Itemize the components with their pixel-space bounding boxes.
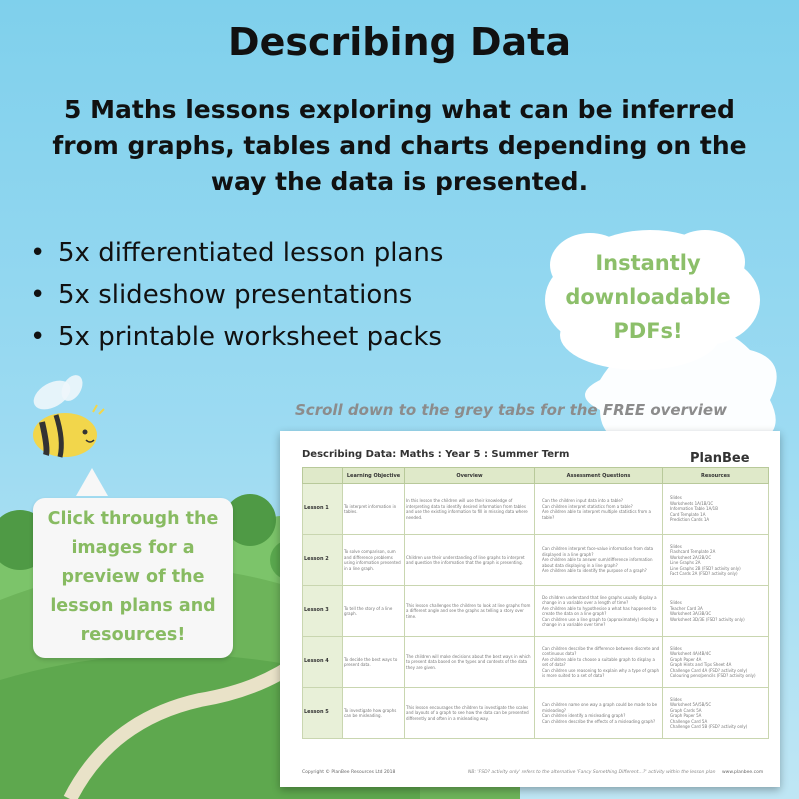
- doc-website: www.planbee.com: [722, 770, 764, 775]
- lesson-overview-document[interactable]: [280, 431, 780, 787]
- lesson-table: [302, 467, 769, 739]
- bee-icon: [29, 371, 104, 457]
- header-cell: Learning Objective: [343, 468, 405, 484]
- overview-cell: In this lesson the children will use their knowledge of interpreting data to identify desired information from tables and use the existing information to fill in missing data where needed.: [405, 484, 535, 535]
- overview-cell: This lesson challenges the children to look at line graphs from a different angle and see the graphs as telling a story over time.: [405, 586, 535, 637]
- doc-title: Describing Data: Maths : Year 5 : Summer Term: [302, 449, 570, 460]
- scroll-note: Scroll down to the grey tabs for the FREE overview: [295, 401, 727, 419]
- table-row: [303, 586, 769, 637]
- resources-cell: • Slides • Worksheet 4A/4B/4C • Graph Paper 4A • Graph Hints and Tips Sheet 4A • Challenge Card 4A (FSD? activity only) • Colouring pens/pencils (FSD? activity only): [663, 637, 769, 688]
- questions-cell: • Can children interpret face-value information from data displayed in a line graph? • Are children able to answer sum/difference information about data displaying in a line graph? • Are children able to identify the purpose of a graph?: [535, 535, 663, 586]
- table-row: [303, 688, 769, 739]
- objective-cell: To solve comparison, sum and difference problems using information presented in a line graph.: [343, 535, 405, 586]
- questions-cell: • Can children name one way a graph could be made to be misleading? • Can children identify a misleading graph? • Can children describe the effects of a misleading graph?: [535, 688, 663, 739]
- doc-footnote: NB: 'FSD? activity only' refers to the alternative 'Fancy Something Different…?' activity within the lesson plan: [468, 770, 716, 775]
- objective-cell: To tell the story of a line graph.: [343, 586, 405, 637]
- header-cell: Overview: [405, 468, 535, 484]
- feature-item: • 5x slideshow presentations: [30, 280, 413, 310]
- header-cell: [303, 468, 343, 484]
- questions-cell: • Can the children input data into a table? • Can children interpret statistics from a table? • Are children able to interpret multiple statistics from a table?: [535, 484, 663, 535]
- feature-item: • 5x differentiated lesson plans: [30, 238, 444, 268]
- feature-item: • 5x printable worksheet packs: [30, 322, 442, 352]
- questions-cell: • Do children understand that line graphs usually display a change in a variable over a length of time? • Are children able to hypothesise a what has happened to create the data on a line graph? • Can children use a line graph to (approximately) display a change in a variable over time?: [535, 586, 663, 637]
- header-cell: Assessment Questions: [535, 468, 663, 484]
- lesson-cell: Lesson 2: [303, 535, 343, 586]
- cloud-callout: Instantly downloadable PDFs!: [565, 251, 731, 343]
- table-row: [303, 637, 769, 688]
- objective-cell: To decide the best ways to present data.: [343, 637, 405, 688]
- overview-cell: The children will make decisions about the best ways in which to present data based on the types and contexts of the data they are given.: [405, 637, 535, 688]
- lesson-cell: Lesson 4: [303, 637, 343, 688]
- speech-bubble-text: Click through the images for a preview of the lesson plans and resources!: [47, 509, 219, 645]
- resources-cell: • Slides • Worksheet 5A/5B/5C • Graph Cards 5A • Graph Paper 5A • Challenge Card 5A • Challenge Card 5B (FSD? activity only): [663, 688, 769, 739]
- overview-cell: Children use their understanding of line graphs to interpret and question the information that the graph is presenting.: [405, 535, 535, 586]
- doc-copyright: Copyright © PlanBee Resources Ltd 2018: [302, 770, 396, 775]
- objective-cell: To interpret information in tables.: [343, 484, 405, 535]
- lesson-cell: Lesson 5: [303, 688, 343, 739]
- resources-cell: • Slides • Flashcard Template 2A • Worksheet 2A/2B/2C • Line Graphs 2A • Line Graphs 2B (FSD? activity only) • Fact Cards 2A (FSD? activity only): [663, 535, 769, 586]
- header-cell: Resources: [663, 468, 769, 484]
- subtitle: 5 Maths lessons exploring what can be inferred from graphs, tables and charts depending on the way the data is presented.: [52, 95, 747, 196]
- table-row: [303, 484, 769, 535]
- table-row: [303, 535, 769, 586]
- lesson-cell: Lesson 3: [303, 586, 343, 637]
- page-title: Describing Data: [228, 20, 571, 64]
- questions-cell: • Can children describe the difference between discrete and continuous data? • Are children able to choose a suitable graph to display a set of data? • Can children use reasoning to explain why a type of graph is more suited to a set of data?: [535, 637, 663, 688]
- planbee-logo: PlanBee: [690, 451, 750, 466]
- feature-list: [30, 232, 443, 358]
- overview-cell: This lesson encourages the children to investigate the scales and layouts of a graph to see how the data can be presented differently and often in a misleading way.: [405, 688, 535, 739]
- resources-cell: • Slides • Teacher Card 3A • Worksheet 3A/3B/3C • Worksheet 3D/3E (FSD? activity only): [663, 586, 769, 637]
- objective-cell: To investigate how graphs can be misleading.: [343, 688, 405, 739]
- lesson-cell: Lesson 1: [303, 484, 343, 535]
- resources-cell: • Slides • Worksheets 1A/1B/1C • Information Table 1A/1B • Card Template 1A • Prediction Cards 1A: [663, 484, 769, 535]
